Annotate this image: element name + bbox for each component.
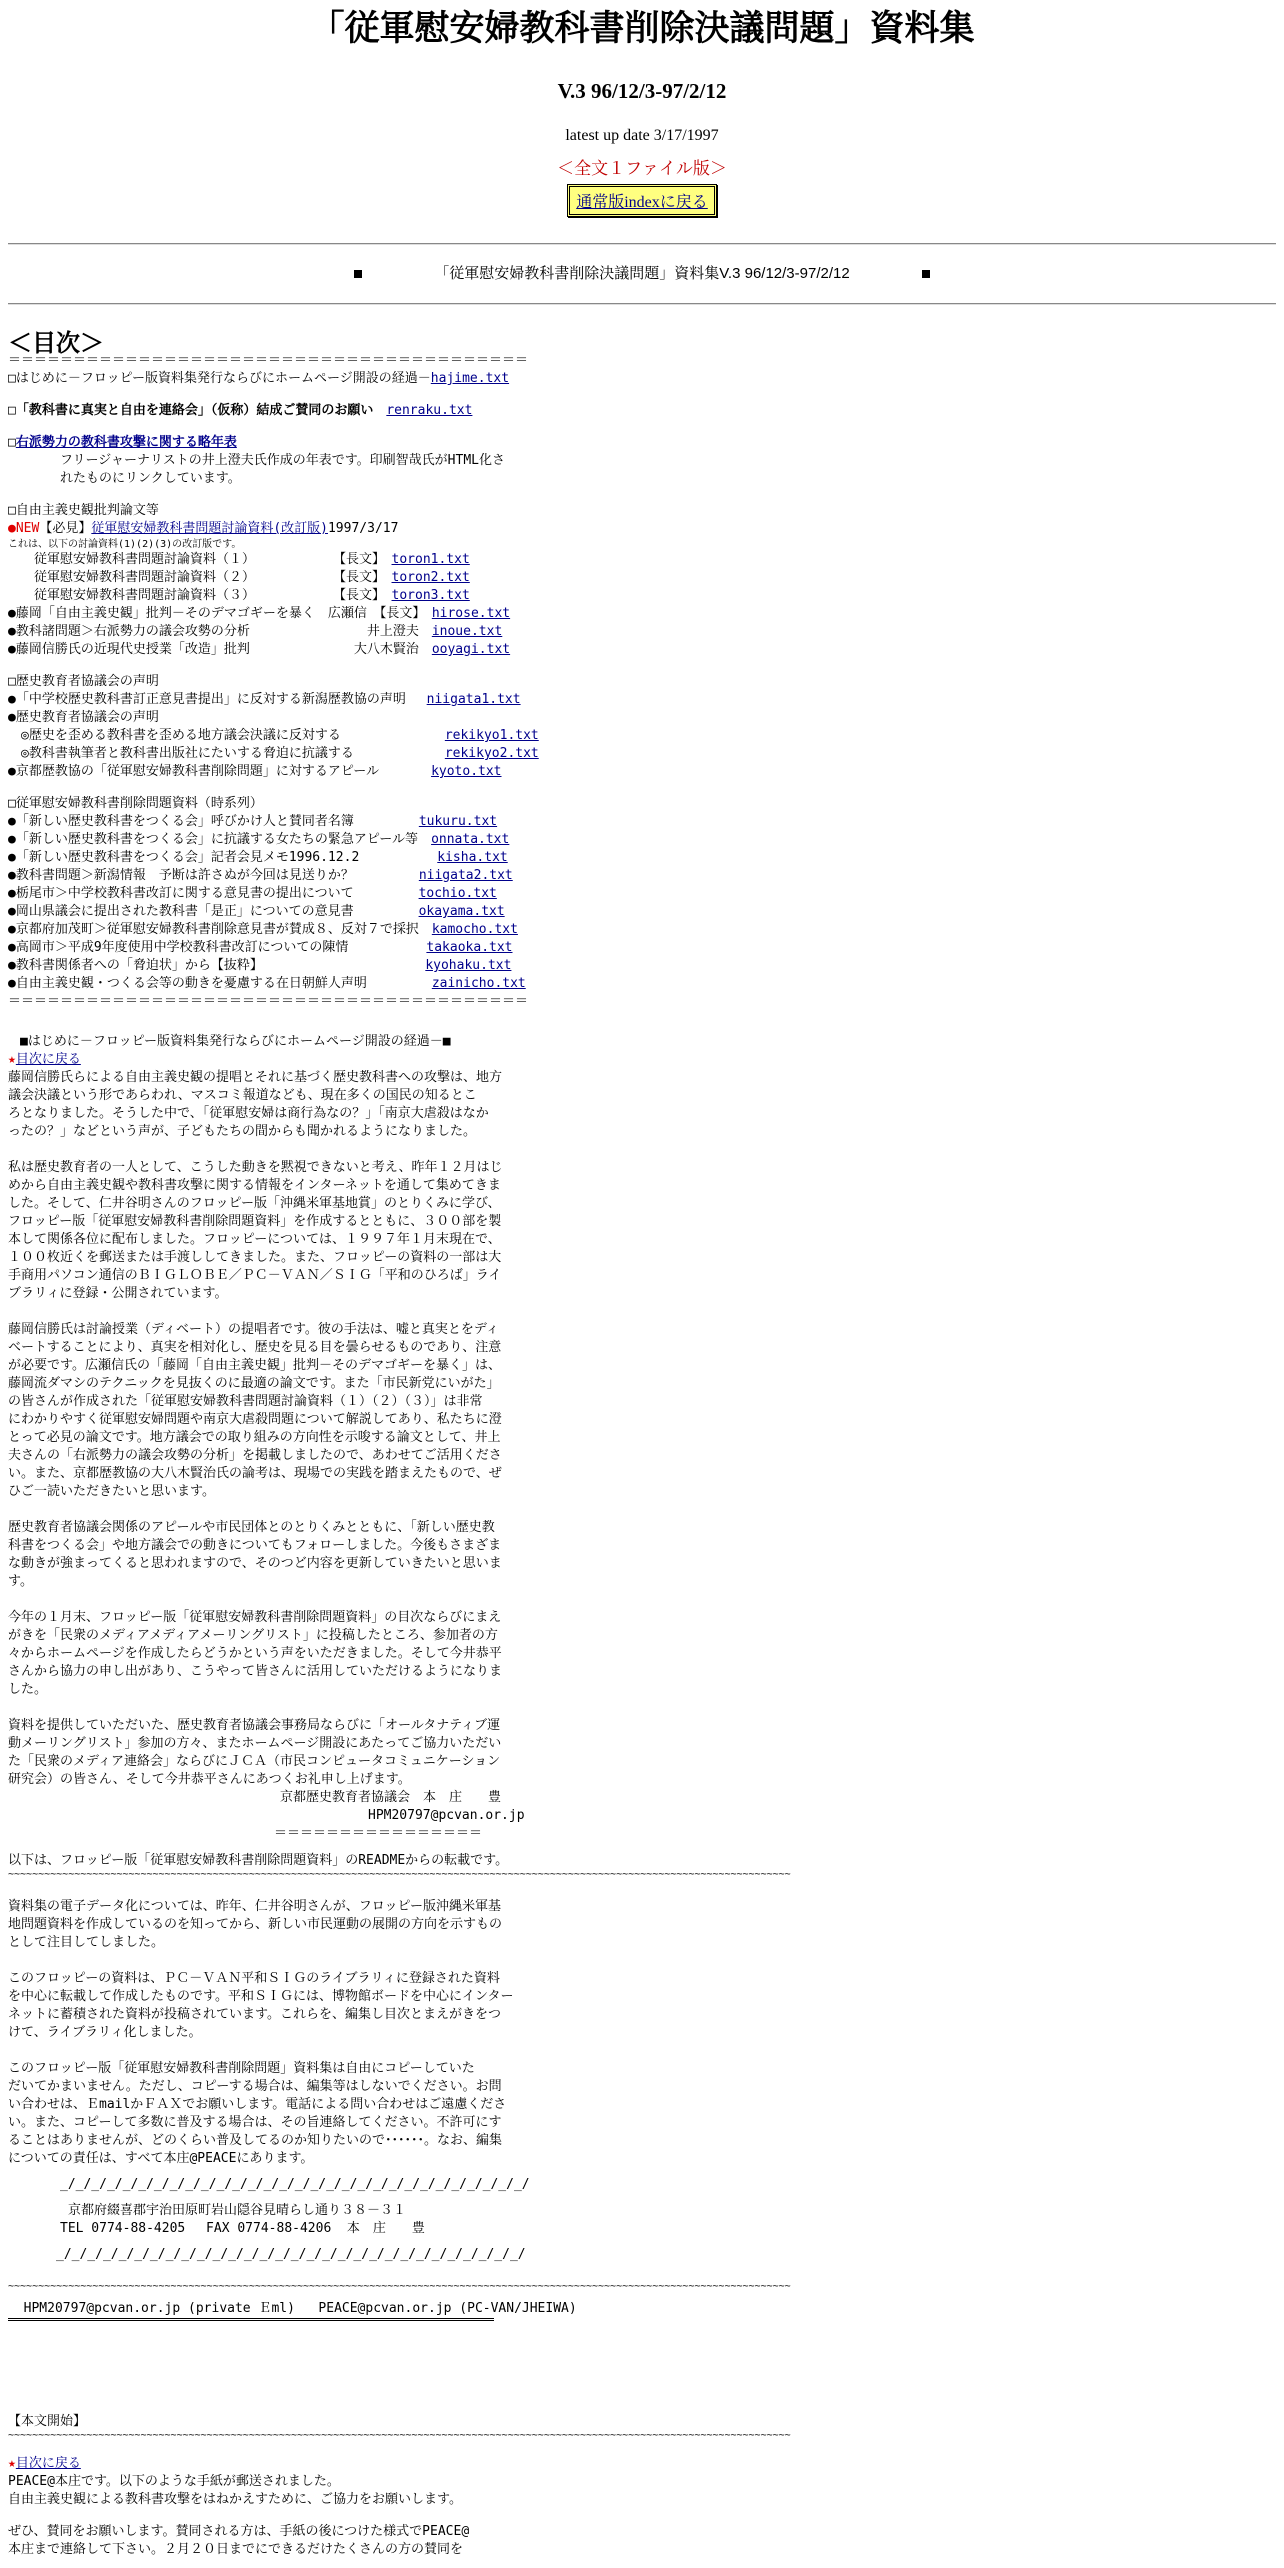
list-item: ●京都歴教協の「従軍慰安婦教科書削除問題」に対するアピール kyoto.txt xyxy=(8,764,502,779)
toc-link[interactable]: niigata1.txt xyxy=(426,692,521,707)
tilde-rule: ~~~~~~~~~~~~~~~~~~~~~~~~~~~~~~~~~~~~~~~~~~~~~~~~~~~~~~~~~~~~~~~~~~~~~~~~~~~~~~~~~~~~~~~~~~~~~~~~~~~~~~~~~~~~~~~~~~~~~~~~~~~~~~~~~~ xyxy=(8,2430,791,2441)
readme-paragraph: 資料集の電子データ化については、昨年、仁井谷明さんが、フロッピー版沖縄米軍基 地問題資料を作成しているのを知ってから、新しい市民運動の展開の方向を示すもの として注目してしました。 xyxy=(8,1899,503,1950)
list-item: 従軍慰安婦教科書問題討論資料（３） 【長文】 toron3.txt xyxy=(8,588,470,603)
square-bullet-icon xyxy=(922,270,930,278)
toc-link[interactable]: onnata.txt xyxy=(431,832,510,847)
intro-paragraph: 藤岡信勝氏らによる自由主義史観の提唱とそれに基づく歴史教科書への攻撃は、地方 議会決議という形であらわれ、マスコミ報道なども、現在多くの国民の知るとこ ろとなりました。そうした中で、「従軍慰安婦は商行為なの？」「南京大虐殺はなか ったの？」などという声が、子どもたちの間からも聞かれるようになりました。 xyxy=(8,1070,503,1139)
intro-paragraph: 今年の１月末、フロッピー版「従軍慰安婦教科書削除問題資料」の目次ならびにまえ がきを「民衆のメディアメディアメーリングリスト」に投稿したところ、参加者の方 々からホームページを作成したらどうかという声をいただきました。そして今井恭平 さんから協力の申し出があり、こうやって皆さんに活用していただけるようになりま した。 xyxy=(8,1610,503,1697)
toc-link[interactable]: takaoka.txt xyxy=(426,940,513,955)
version-label: V.3 96/12/3-97/2/12 xyxy=(557,79,727,103)
list-item: ●「中学校歴史教科書訂正意見書提出」に反対する新潟歴教協の声明 niigata1.txt xyxy=(8,692,521,707)
signature-name: 京都歴史教育者協議会 本 庄 豊 xyxy=(280,1790,502,1805)
toc-link[interactable]: kisha.txt xyxy=(437,850,508,865)
toc-link[interactable]: zainicho.txt xyxy=(431,976,526,991)
new-item-row: ●NEW【必見】従軍慰安婦教科書問題討論資料(改訂版)1997/3/17 xyxy=(8,521,399,536)
toc-link[interactable]: rekikyo2.txt xyxy=(444,746,539,761)
toc-link[interactable]: inoue.txt xyxy=(431,624,503,639)
toc-link[interactable]: kamocho.txt xyxy=(431,922,518,937)
toc-intro-row: □はじめに－フロッピー版資料集発行ならびにホームページ開設の経過－hajime.txt xyxy=(8,371,510,386)
readme-intro: 以下は、フロッピー版「従軍慰安婦教科書削除問題資料」のREADMEからの転載です。 xyxy=(8,1853,509,1868)
list-item: ●高岡市＞平成9年度使用中学校教科書改訂についての陳情 takaoka.txt xyxy=(8,940,513,955)
list-item: ●教科諸問題＞右派勢力の議会攻勢の分析 井上澄夫 inoue.txt xyxy=(8,624,503,639)
page-title: 「従軍慰安婦教科書削除決議問題」資料集 xyxy=(309,9,975,48)
tilde-rule: ~~~~~~~~~~~~~~~~~~~~~~~~~~~~~~~~~~~~~~~~~~~~~~~~~~~~~~~~~~~~~~~~~~~~~~~~~~~~~~~~~~~~~~~~~~~~~~~~~~~~~~~~~~~~~~~~~~~~~~~~~~~~~~~~~~ xyxy=(8,1869,791,1880)
list-item: ●「新しい歴史教科書をつくる会」に抗議する女たちの緊急アピール等 onnata.txt xyxy=(8,832,510,847)
toc-renraku-row: □「教科書に真実と自由を連絡会」（仮称）結成ご賛同のお願い renraku.txt xyxy=(8,403,473,418)
body-start-heading: 【本文開始】 xyxy=(8,2414,87,2429)
address: 京都府綴喜郡宇治田原町岩山隠谷見晴らし通り３８－３１ xyxy=(68,2203,407,2218)
toc-list xyxy=(8,352,1278,1011)
back-to-toc-link[interactable]: 目次に戻る xyxy=(15,2456,81,2471)
eq-rule: ＝＝＝＝＝＝＝＝＝＝＝＝＝＝＝＝＝＝＝＝＝＝＝＝＝＝＝＝＝＝＝＝＝＝＝＝＝＝＝＝ xyxy=(8,994,529,1009)
toc-heading: ＜目次＞ xyxy=(8,330,104,357)
update-date: latest up date 3/17/1997 xyxy=(565,127,719,144)
list-item: 従軍慰安婦教科書問題討論資料（１） 【長文】 toron1.txt xyxy=(8,552,470,567)
deco-rule: _/_/_/_/_/_/_/_/_/_/_/_/_/_/_/_/_/_/_/_/_/_/_/_/_/_/_/_/_/_/ xyxy=(56,2247,526,2262)
toc-link[interactable]: toron2.txt xyxy=(391,570,470,585)
star-icon: ★ xyxy=(8,1052,16,1067)
toc-link-renraku[interactable]: renraku.txt xyxy=(386,403,473,418)
banner-text: 「従軍慰安婦教科書削除決議問題」資料集V.3 96/12/3-97/2/12 xyxy=(434,265,850,282)
council-heading: □歴史教育者協議会の声明 xyxy=(8,674,159,689)
intro-paragraph: 資料を提供していただいた、歴史教育者協議会事務局ならびに「オールタナティブ運 動メーリングリスト」参加の方々、またホームページ開設にあたってご協力いただい た「民衆のメディア連絡会」ならびにＪＣＡ（市民コンピュータコミュニケーション 研究会）の皆さん、そして今井恭平さんにあつくお礼申し上げます。 xyxy=(8,1718,502,1787)
toc-link-toron-revised[interactable]: 従軍慰安婦教科書問題討論資料(改訂版) xyxy=(91,521,328,536)
list-item: ●栃尾市＞中学校教科書改訂に関する意見書の提出について tochio.txt xyxy=(8,886,497,901)
list-item: ●藤岡「自由主義史観」批判－そのデマゴギーを暴く 広瀬信 【長文】 hirose.txt xyxy=(8,606,511,621)
banner-divider xyxy=(8,303,1276,305)
back-to-index-button[interactable]: 通常版indexに戻る xyxy=(567,184,717,217)
toc-link[interactable]: tochio.txt xyxy=(418,886,497,901)
contact-emails: HPM20797@pcvan.or.jp (private Ｅml) PEACE@pcvan.or.jp (PC-VAN/JHEIWA) xyxy=(8,2301,577,2316)
toc-link-timeline[interactable]: 右派勢力の教科書攻撃に関する略年表 xyxy=(15,435,237,450)
eq-rule: ＝＝＝＝＝＝＝＝＝＝＝＝＝＝＝＝＝＝＝＝＝＝＝＝＝＝＝＝＝＝＝＝＝＝＝＝＝＝＝＝ xyxy=(8,353,529,368)
list-item: ●教科書問題＞新潟情報 予断は許さぬが今回は見送りか？ niigata2.txt xyxy=(8,868,513,883)
toc-link[interactable]: toron1.txt xyxy=(391,552,470,567)
list-item: ●歴史教育者協議会の声明 xyxy=(8,710,159,725)
back-to-toc-link[interactable]: 目次に戻る xyxy=(15,1052,81,1067)
list-item: ●岡山県議会に提出された教科書「是正」についての意見書 okayama.txt xyxy=(8,904,505,919)
double-rule xyxy=(8,2318,494,2321)
star-icon: ★ xyxy=(8,2456,16,2471)
toc-link[interactable]: hirose.txt xyxy=(431,606,511,621)
back-to-toc xyxy=(8,1051,1278,1069)
toc-link[interactable]: toron3.txt xyxy=(391,588,470,603)
list-item: ●「新しい歴史教科書をつくる会」呼びかけ人と賛同者名簿 tukuru.txt xyxy=(8,814,498,829)
toc-link[interactable]: okayama.txt xyxy=(418,904,505,919)
list-item: ●「新しい歴史教科書をつくる会」記者会見メモ1996.12.2 kisha.txt xyxy=(8,850,508,865)
list-item: ◎教科書執筆者と教科書出版社にたいする脅迫に抗議する rekikyo2.txt xyxy=(8,746,539,761)
body-start-section xyxy=(8,2413,1278,2559)
critique-list xyxy=(8,551,1278,659)
fullfile-label: ＜全文１ファイル版＞ xyxy=(557,159,727,178)
back-index-wrap xyxy=(0,184,1284,217)
back-to-toc xyxy=(8,2455,1278,2473)
square-bullet-icon xyxy=(354,270,362,278)
intro-section xyxy=(8,1033,1278,1843)
intro-heading: ■はじめに－フロッピー版資料集発行ならびにホームページ開設の経過－■ xyxy=(20,1034,451,1049)
timeline-desc: フリージャーナリストの井上澄夫氏作成の年表です。印刷智哉氏がHTML化さ xyxy=(8,453,505,468)
body-line: 自由主義史観による教科書攻撃をはねかえすために、ご協力をお願いします。 xyxy=(8,2492,462,2507)
revised-note: これは、以下の討論資料(1)(2)(3)の改訂版です。 xyxy=(8,539,242,550)
readme-section xyxy=(8,1852,1278,2321)
timeline-desc: れたものにリンクしています。 xyxy=(8,471,241,486)
body-line: PEACE@本庄です。以下のような手紙が郵送されました。 xyxy=(8,2474,340,2489)
new-badge: NEW xyxy=(15,521,40,536)
toc-link[interactable]: tukuru.txt xyxy=(418,814,498,829)
readme-paragraph: このフロッピーの資料は、ＰＣ－ＶＡＮ平和ＳＩＧのライブラリィに登録された資料 を中心に転載して作成したものです。平和ＳＩＧには、博物館ボードを中心にインター ネットに蓄積された資料が投稿されています。これらを、編集し目次とまえがきをつ けて、ライブラリィ化しました。 xyxy=(8,1971,514,2040)
list-item: 従軍慰安婦教科書問題討論資料（２） 【長文】 toron2.txt xyxy=(8,570,470,585)
deco-rule: _/_/_/_/_/_/_/_/_/_/_/_/_/_/_/_/_/_/_/_/_/_/_/_/_/_/_/_/_/_/ xyxy=(60,2177,530,2192)
toc-timeline-row: □右派勢力の教科書攻撃に関する略年表 xyxy=(8,435,237,450)
readme-paragraph: このフロッピー版「従軍慰安婦教科書削除問題」資料集は自由にコピーしていた だいてかまいません。ただし、コピーする場合は、編集等はしないでください。お問 い合わせは、ＥmailかＦＡＸでお願いします。電話による問い合わせはご遠慮くださ い。また、コピーして多数に普及する場合は、その旨連絡してください。不許可にす ることはありませんが、どのくらい普及してるのか知りたいので･･････。なお、編集 についての責任は、すべて本庄@PEACEにあります。 xyxy=(8,2061,507,2166)
body-line: ぜひ、賛同をお願いします。賛同される方は、手紙の後につけた様式でPEACE@ xyxy=(8,2524,470,2539)
critique-heading: □自由主義史観批判論文等 xyxy=(8,503,159,518)
banner xyxy=(0,245,1284,303)
intro-paragraph: 私は歴史教育者の一人として、こうした動きを黙視できないと考え、昨年１２月はじ めから自由主義史観や教科書攻撃に関する情報をインターネットを通して集めてきま した。そして、仁井谷明さんのフロッピー版「沖縄米軍基地賞」のとりくみに学び、 フロッピー版「従軍慰安婦教科書削除問題資料」を作成するとともに、３００部を製 本して関係各位に配布しました。フロッピーについては、１９９７年１月末現在で、 １００枚近くを郵送または手渡ししてきました。また、フロッピーの資料の一部は大 手商用パソコン通信のＢＩＧＬＯＢＥ／ＰＣ－ＶＡＮ／ＳＩＧ「平和のひろば」ライ ブラリィに登録・公開されています。 xyxy=(8,1160,503,1301)
phone-fax: TEL 0774-88-4205 FAX 0774-88-4206 本 庄 豊 xyxy=(60,2221,425,2236)
list-item: ●教科書関係者への「脅迫状」から【抜粋】 kyohaku.txt xyxy=(8,958,512,973)
list-item: ●藤岡信勝氏の近現代史授業「改造」批判 大八木賢治 ooyagi.txt xyxy=(8,642,511,657)
toc-link-hajime[interactable]: hajime.txt xyxy=(430,371,510,386)
materials-heading: □従軍慰安婦教科書削除問題資料（時系列） xyxy=(8,796,263,811)
list-item: ●京都府加茂町＞従軍慰安婦教科書削除意見書が賛成８、反対７で採択 kamocho.txt xyxy=(8,922,518,937)
tilde-rule: ~~~~~~~~~~~~~~~~~~~~~~~~~~~~~~~~~~~~~~~~~~~~~~~~~~~~~~~~~~~~~~~~~~~~~~~~~~~~~~~~~~~~~~~~~~~~~~~~~~~~~~~~~~~~~~~~~~~~~~~~~~~~~~~~~~ xyxy=(8,2281,791,2292)
toc-link[interactable]: ooyagi.txt xyxy=(431,642,511,657)
list-item: ◎歴史を歪める教科書を歪める地方議会決議に反対する rekikyo1.txt xyxy=(8,728,539,743)
list-item: ●自由主義史観・つくる会等の動きを憂慮する在日朝鮮人声明 zainicho.txt xyxy=(8,976,526,991)
intro-paragraph: 藤岡信勝氏は討論授業（ディベート）の提唱者です。彼の手法は、嘘と真実とをディ ベートすることにより、真実を相対化し、歴史を見る目を曇らせるものであり、注意 が必要です。広瀬信氏の「藤岡「自由主義史観」批判－そのデマゴギーを暴く」は、 藤岡流ダマシのテクニックを見抜くのに最適の論文です。また「市民新党にいがた」 の皆さんが作成された「従軍慰安婦教科書問題討論資料（１）（２）（３）」は非常 にわかりやすく従軍慰安婦問題や南京大虐殺問題について解説してあり、私たちに澄 とって必見の論文です。地方議会での取り組みの方向性を示唆する論文として、井上 夫さんの「右派勢力の議会攻勢の分析」を掲載しましたので、あわせてご活用くださ い。また、京都歴教協の大八木賢治氏の論考は、現場での実践を踏まえたもので、ぜ ひご一読いただきたいと思います。 xyxy=(8,1322,502,1499)
signature-rule: ＝＝＝＝＝＝＝＝＝＝＝＝＝＝＝＝ xyxy=(274,1826,483,1841)
signature-email: HPM20797@pcvan.or.jp xyxy=(368,1808,525,1823)
toc-link[interactable]: rekikyo1.txt xyxy=(444,728,539,743)
toc-link[interactable]: niigata2.txt xyxy=(418,868,513,883)
intro-paragraph: 歴史教育者協議会関係のアピールや市民団体とのとりくみとともに、「新しい歴史教 科書をつくる会」や地方議会での動きについてもフォローしました。今後もさまざま な動きが強まってくると思われますので、そのつど内容を更新していきたいと思いま す。 xyxy=(8,1520,502,1589)
body-line: 本庄まで連絡して下さい。２月２０日までにできるだけたくさんの方の賛同を xyxy=(8,2542,464,2557)
toc-link[interactable]: kyoto.txt xyxy=(431,764,502,779)
toc-link[interactable]: kyohaku.txt xyxy=(425,958,512,973)
